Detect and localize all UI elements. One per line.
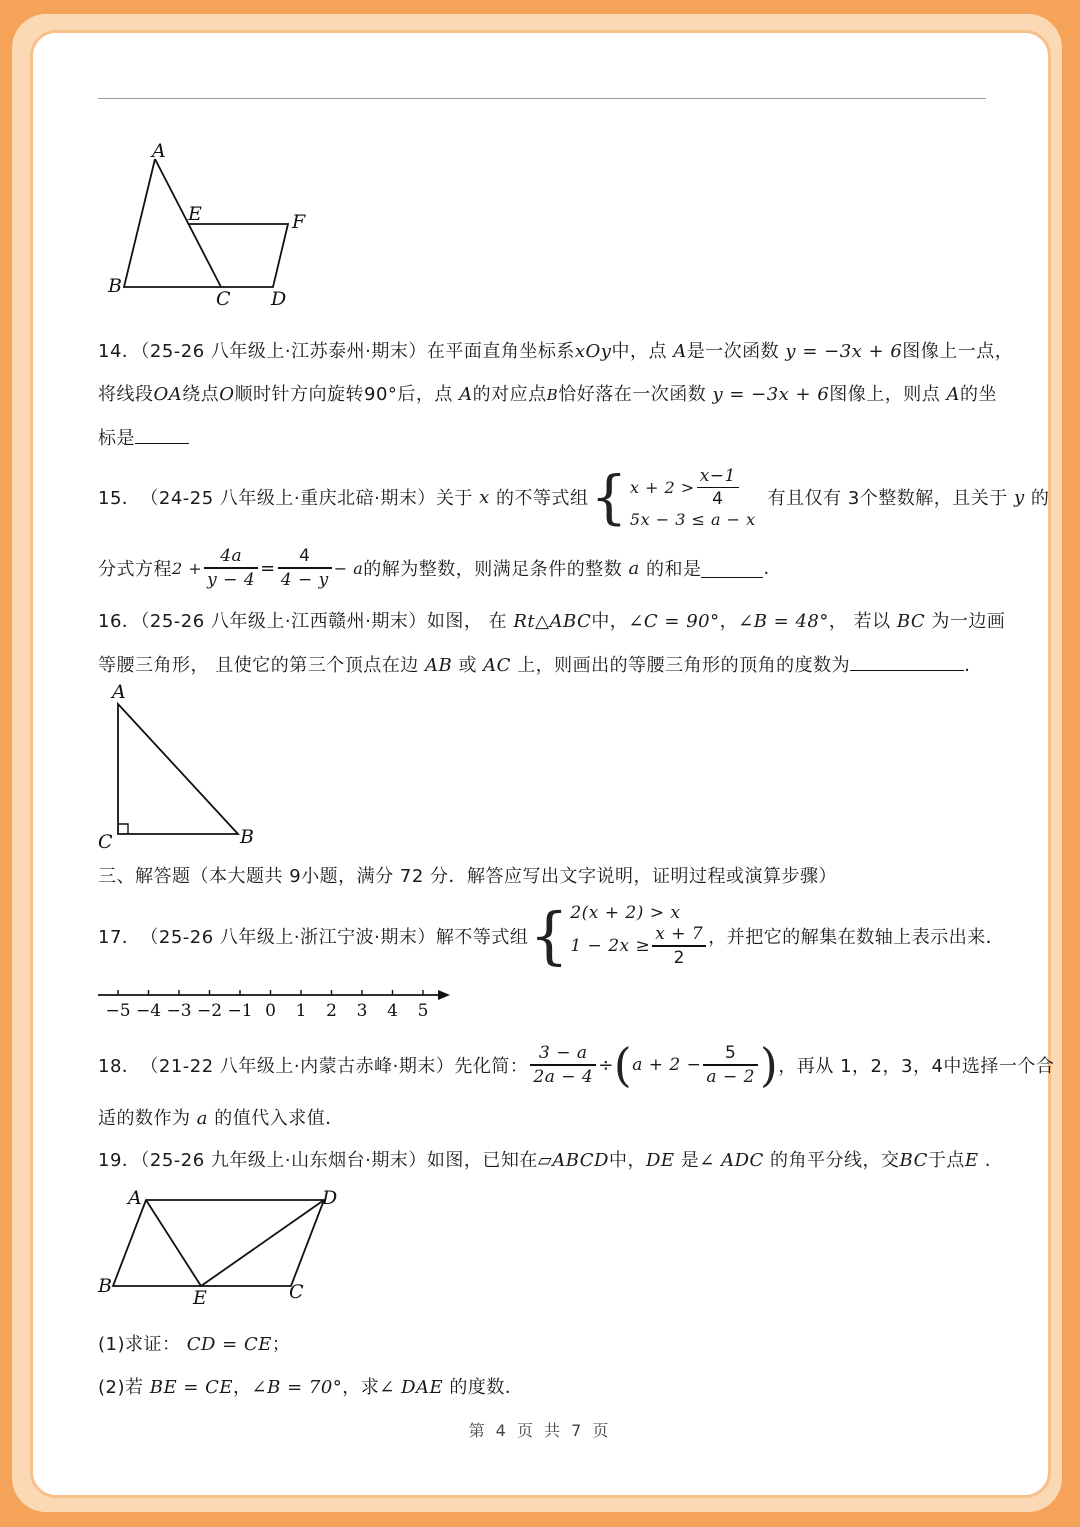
q19-text: 中，: [608, 1150, 646, 1171]
answer-blank[interactable]: [850, 652, 964, 671]
q18-divide: ÷: [598, 1054, 614, 1076]
label-A: A: [152, 140, 166, 162]
q15-line1: [98, 460, 1049, 534]
q19-text: 的度数．: [449, 1377, 524, 1398]
q19-text: ，: [233, 1377, 252, 1398]
q19-text: .: [984, 1150, 991, 1171]
label-D: D: [271, 288, 287, 310]
label-A: A: [128, 1187, 142, 1209]
fraction-denominator: y − 4: [207, 569, 256, 590]
q15-number: 15．: [98, 488, 141, 509]
number-line-label: 0: [265, 1001, 276, 1021]
fraction-numerator: x−1: [699, 465, 736, 486]
q17-line1: [98, 896, 1004, 976]
q15-text: 的不等式组: [496, 488, 589, 509]
figure-q13: [100, 140, 320, 315]
label-F: F: [292, 211, 306, 233]
q19-source: （25-26 九年级上·山东烟台·期末）: [140, 1150, 427, 1171]
label-B: B: [98, 1275, 112, 1297]
q14-text: 中，点: [611, 341, 667, 362]
label-C: C: [216, 288, 231, 310]
label-C: C: [98, 831, 113, 850]
q14-text: 在平面直角坐标系: [426, 341, 575, 362]
q14-text: 是一次函数: [686, 341, 780, 362]
q14-point-b: B: [546, 386, 559, 404]
number-line-label: 1: [295, 1001, 307, 1021]
q18-text: ，再从 1，2，3，4中选择一个合: [778, 1056, 1055, 1077]
header-rule: [98, 98, 986, 99]
q16-side-ab: AB: [424, 655, 453, 676]
q16-angle-c: ∠C = 90°: [628, 611, 720, 632]
q17-number: 17．: [98, 927, 141, 948]
q16-text: 等腰三角形， 且使它的第三个顶点在边: [98, 655, 419, 676]
q14-text: 图像上一点，: [902, 341, 1014, 362]
q18-expression: a + 2 −: [632, 1055, 702, 1075]
label-E: E: [193, 1287, 207, 1309]
q14-segment-oa: OA: [153, 384, 183, 405]
number-line-label: −4: [135, 1001, 162, 1021]
fraction-denominator: 4: [712, 489, 724, 510]
q18-text: 先化简：: [454, 1056, 529, 1077]
q19-number: 19．: [98, 1150, 141, 1171]
q19-side-bc: BC: [899, 1150, 928, 1171]
q15-text: 的: [1030, 488, 1050, 509]
q19-equation: BE = CE: [149, 1377, 234, 1398]
q16-text: 上，则画出的等腰三角形的顶角的度数为: [517, 655, 851, 676]
number-line-label: 2: [326, 1001, 337, 1021]
q15-text: 的和是: [645, 559, 702, 580]
q14-function: y = −3x + 6: [712, 384, 830, 405]
page-footer: 第 4 页 共 7 页: [468, 1421, 612, 1440]
q15-line2: [98, 540, 770, 596]
q14-point-o: O: [219, 384, 235, 405]
q14-text: 绕点: [182, 384, 220, 405]
q16-text: ，: [719, 611, 739, 632]
q17-ineq2: 1 − 2x ≥: [570, 935, 651, 956]
q16-text: 或: [458, 655, 477, 676]
q15-equation: − a: [333, 558, 364, 578]
q15-text: 的解为整数，则满足条件的整数: [363, 559, 623, 580]
q17-source: （25-26 八年级上·浙江宁波·期末）: [140, 927, 436, 948]
number-line-label: 4: [387, 1001, 398, 1021]
q18-var-a: a: [196, 1108, 208, 1129]
fraction-denominator: a − 2: [706, 1066, 755, 1087]
q15-text: 关于: [435, 488, 473, 509]
q16-text: 如图， 在: [426, 611, 508, 632]
q19-angle-dae: ∠ DAE: [379, 1377, 444, 1398]
number-line-label: −1: [227, 1001, 253, 1021]
q17-ineq1: 2(x + 2) > x: [570, 903, 681, 924]
answer-blank[interactable]: [135, 425, 189, 444]
q19-text: ；: [271, 1334, 291, 1355]
q17-text: ，并把它的解集在数轴上表示出来．: [708, 927, 1005, 948]
q16-angle-b: ∠B = 48°: [738, 611, 829, 632]
q15-ineq1: x + 2 >: [629, 477, 695, 497]
q18-line2: [98, 1104, 344, 1130]
q16-text: ， 若以: [828, 611, 891, 632]
q14-point-a: A: [673, 341, 687, 362]
q15-text: .: [763, 557, 770, 579]
q15-var-x: x: [479, 486, 490, 508]
q19-line1: [98, 1146, 991, 1172]
q15-var-y: y: [1014, 486, 1025, 508]
q14-function: y = −3x + 6: [785, 341, 903, 362]
q19-text: (2)若: [98, 1377, 144, 1398]
q14-text: 的对应点: [472, 384, 547, 405]
q16-side-ac: AC: [483, 655, 511, 676]
number-line-label: 3: [356, 1001, 368, 1021]
q14-source: （25-26 八年级上·江苏泰州·期末）: [140, 341, 427, 362]
paren-open-icon: (: [613, 1038, 633, 1092]
figure-q19: [94, 1186, 354, 1311]
q19-point-e: E: [964, 1150, 979, 1171]
q14-text: 恰好落在一次函数: [558, 384, 707, 405]
q18-text: 的值代入求值．: [214, 1108, 344, 1129]
label-A: A: [112, 681, 126, 703]
q14-line1: [98, 337, 1013, 363]
q16-line2: [98, 651, 970, 677]
q18-text: 适的数作为: [98, 1108, 191, 1129]
number-line-label: −3: [166, 1001, 192, 1021]
q16-source: （25-26 八年级上·江西赣州·期末）: [140, 611, 427, 632]
section-title: 三、解答题（本大题共 9小题，满分 72 分．解答应写出文字说明，证明过程或演算步骤）: [98, 866, 838, 887]
label-D: D: [322, 1187, 338, 1209]
q16-line1: [98, 607, 1005, 633]
fraction-numerator: 4a: [220, 546, 243, 567]
q15-equation: =: [260, 557, 276, 579]
q18-line1: [98, 1038, 1054, 1092]
fraction-numerator: 4: [299, 546, 311, 567]
q19-segment-de: DE: [645, 1150, 675, 1171]
q15-text: 分式方程: [98, 559, 172, 580]
label-E: E: [188, 203, 202, 225]
q14-text: 图像上，则点: [829, 384, 941, 405]
q19-part1: [98, 1330, 290, 1356]
q19-parallelogram: ▱ABCD: [537, 1150, 609, 1171]
q16-triangle: Rt△ABC: [513, 611, 592, 632]
q14-line2: [98, 380, 997, 406]
brace-icon: {: [529, 899, 570, 972]
answer-blank[interactable]: [701, 559, 763, 578]
label-C: C: [289, 1281, 304, 1303]
fraction-denominator: 2: [673, 947, 685, 968]
q19-text: 于点: [927, 1150, 965, 1171]
q19-equation: CD = CE: [186, 1334, 272, 1355]
fraction-numerator: x + 7: [655, 924, 704, 945]
q15-equation: 2 +: [172, 558, 203, 578]
number-line-label: 5: [417, 1001, 429, 1021]
q19-text: ，求: [342, 1377, 380, 1398]
figure-q16: [94, 680, 274, 850]
brace-icon: {: [590, 463, 628, 531]
q14-xoy: xOy: [574, 341, 612, 362]
number-line: [96, 984, 456, 1024]
fraction-denominator: 2a − 4: [533, 1066, 594, 1087]
q15-var-a: a: [628, 557, 640, 579]
q15-source: （24-25 八年级上·重庆北碚·期末）: [140, 488, 436, 509]
q14-text: 的坐: [960, 384, 998, 405]
q14-text: 顺时针方向旋转90°后，点: [234, 384, 453, 405]
fraction-numerator: 3 − a: [539, 1043, 588, 1064]
paren-close-icon: ): [759, 1038, 779, 1092]
q16-side-bc: BC: [896, 611, 926, 632]
number-line-label: −2: [196, 1001, 223, 1021]
q18-number: 18．: [98, 1056, 141, 1077]
q16-text: 中，: [591, 611, 629, 632]
q18-source: （21-22 八年级上·内蒙古赤峰·期末）: [140, 1056, 455, 1077]
q14-point-a: A: [459, 384, 473, 405]
q14-text: 标是: [98, 428, 135, 449]
number-line-label: −5: [105, 1001, 131, 1021]
q15-text: 有且仅有 3个整数解，且关于: [767, 488, 1008, 509]
q19-angle-b: ∠B = 70°: [251, 1377, 343, 1398]
q16-number: 16．: [98, 611, 141, 632]
q14-line3: [98, 424, 189, 450]
q15-ineq2: 5x − 3 ≤ a − x: [629, 510, 756, 530]
q19-angle-adc: ∠ ADC: [699, 1150, 764, 1171]
q19-text: 的角平分线，交: [770, 1150, 900, 1171]
q19-text: (1)求证：: [98, 1334, 181, 1355]
q16-text: .: [964, 655, 971, 676]
q17-system: [570, 903, 708, 968]
q14-point-a: A: [946, 384, 961, 405]
arrow-icon: [438, 990, 450, 1000]
fraction-numerator: 5: [725, 1043, 737, 1064]
q19-text: 是: [680, 1150, 700, 1171]
fraction-denominator: 4 − y: [280, 569, 329, 590]
q14-text: 将线段: [98, 384, 154, 405]
q14-number: 14．: [98, 341, 141, 362]
label-B: B: [240, 826, 254, 848]
q17-text: 解不等式组: [435, 927, 529, 948]
q19-text: 如图，已知在: [426, 1150, 538, 1171]
q19-part2: [98, 1373, 523, 1399]
label-B: B: [108, 275, 122, 297]
q16-text: 为一边画: [931, 611, 1006, 632]
q15-system: [630, 465, 756, 529]
